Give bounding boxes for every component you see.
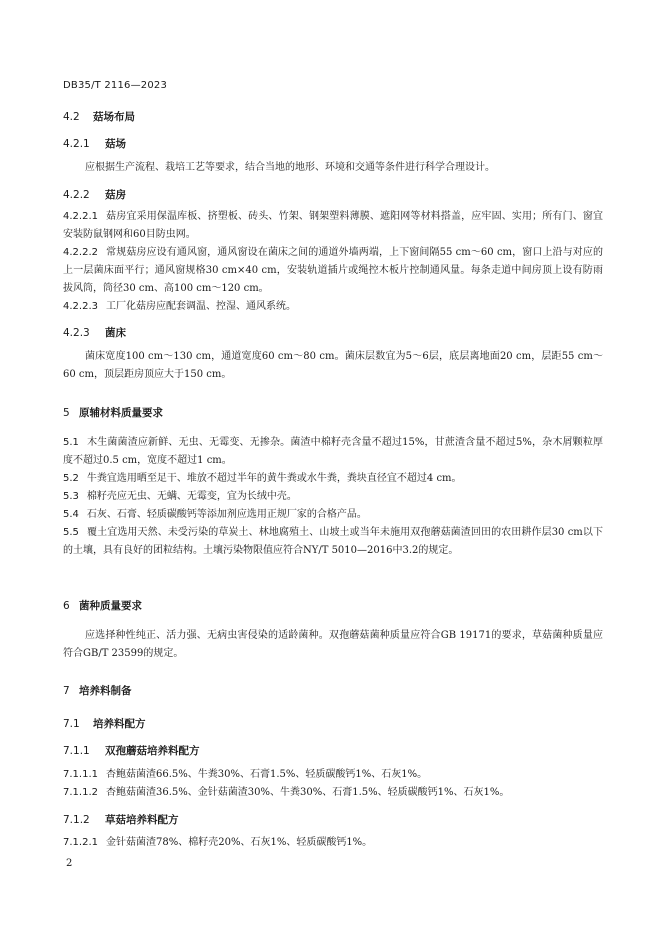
clause-7-1-2-1 bbox=[63, 834, 603, 852]
clause-text: 菇房宜采用保温库板、挤塑板、砖头、竹架、钢架塑料薄膜、遮阳网等材料搭盖，应牢固、实用；所有门、窗宜安装防鼠钢网和60目防虫网。 bbox=[63, 211, 603, 240]
heading-5 bbox=[63, 405, 603, 420]
clause-number: 7.1.1.2 bbox=[63, 787, 98, 798]
clause-7-1-1-1 bbox=[63, 766, 603, 784]
heading-number: 4.2 bbox=[63, 111, 80, 123]
clause-number: 7.1.2.1 bbox=[63, 837, 98, 848]
heading-4-2-3 bbox=[63, 325, 603, 340]
clause-number: 5.5 bbox=[63, 527, 79, 538]
paragraph-6: 应选择种性纯正、活力强、无病虫害侵染的适龄菌种。双孢蘑菇菌种质量应符合GB 19171的要求，草菇菌种质量应符合GB/T 23599的规定。 bbox=[63, 630, 603, 659]
heading-title: 菇场 bbox=[105, 138, 126, 150]
page-number: 2 bbox=[66, 858, 73, 869]
heading-number: 7.1.2 bbox=[63, 814, 90, 826]
heading-title: 原辅材料质量要求 bbox=[79, 407, 163, 419]
clause-text: 石灰、石膏、轻质碳酸钙等添加剂应选用正规厂家的合格产品。 bbox=[86, 509, 367, 520]
clause-number: 4.2.2.3 bbox=[63, 301, 98, 312]
clause-number: 5.2 bbox=[63, 473, 79, 484]
clause-text: 常规菇房应设有通风窗，通风窗设在菌床之间的通道外墙两端，上下窗间隔55 cm～60 cm，窗口上沿与对应的上一层菌床面平行；通风窗规格30 cm×40 cm，安装轨道插片或绳控木板片控制通风量。每条走道中间房顶上设有防雨拔风筒，筒径30 cm、高100 cm～120 cm。 bbox=[63, 247, 603, 294]
heading-number: 7.1 bbox=[63, 718, 80, 730]
clause-text: 覆土宜选用天然、未受污染的草炭土、林地腐殖土、山坡土或当年未施用双孢蘑菇菌渣回田的农田耕作层30 cm以下的土壤，具有良好的团粒结构。土壤污染物限值应符合NY/T 5010—2016中3.2的规定。 bbox=[63, 527, 603, 556]
heading-number: 4.2.3 bbox=[63, 327, 90, 339]
heading-7-1-1 bbox=[63, 743, 603, 758]
clause-4-2-2-1 bbox=[63, 208, 603, 244]
doc-code-header: DB35/T 2116—2023 bbox=[63, 80, 168, 91]
heading-number: 4.2.2 bbox=[63, 189, 90, 201]
heading-6 bbox=[63, 598, 603, 613]
heading-title: 菇场布局 bbox=[93, 111, 135, 123]
clause-text: 牛粪宜选用晒至足干、堆放不超过半年的黄牛粪或水牛粪，粪块直径宜不超过4 cm。 bbox=[86, 473, 462, 484]
clause-number: 5.3 bbox=[63, 491, 79, 502]
clause-5-3 bbox=[63, 488, 603, 506]
clause-text: 木生菌菌渣应新鲜、无虫、无霉变、无掺杂。菌渣中棉籽壳含量不超过15%，甘蔗渣含量不超过5%，杂木屑颗粒厚度不超过0.5 cm，宽度不超过1 cm。 bbox=[63, 437, 603, 466]
heading-7-1-2 bbox=[63, 812, 603, 827]
heading-title: 培养料制备 bbox=[79, 685, 132, 697]
heading-title: 双孢蘑菇培养料配方 bbox=[105, 745, 200, 757]
heading-4-2 bbox=[63, 109, 603, 124]
clause-4-2-2-3 bbox=[63, 298, 603, 316]
heading-title: 菌种质量要求 bbox=[79, 600, 142, 612]
clause-number: 5.4 bbox=[63, 509, 79, 520]
heading-7 bbox=[63, 683, 603, 698]
heading-4-2-1 bbox=[63, 136, 603, 151]
paragraph-4-2-3: 菌床宽度100 cm～130 cm，通道宽度60 cm～80 cm。菌床层数宜为5～6层，底层离地面20 cm，层距55 cm～60 cm，顶层距房顶应大于150 cm。 bbox=[63, 351, 603, 380]
heading-number: 7.1.1 bbox=[63, 745, 90, 757]
heading-4-2-2 bbox=[63, 187, 603, 202]
clause-number: 4.2.2.1 bbox=[63, 211, 98, 222]
heading-title: 菌床 bbox=[105, 327, 126, 339]
heading-7-1 bbox=[63, 716, 603, 731]
heading-number: 6 bbox=[63, 600, 70, 612]
clause-number: 4.2.2.2 bbox=[63, 247, 98, 258]
clause-number: 5.1 bbox=[63, 437, 79, 448]
clause-5-1 bbox=[63, 434, 603, 470]
clause-text: 金针菇菌渣78%、棉籽壳20%、石灰1%、轻质碳酸钙1%。 bbox=[106, 837, 373, 848]
heading-title: 菇房 bbox=[105, 189, 126, 201]
clause-number: 7.1.1.1 bbox=[63, 769, 98, 780]
clause-5-4 bbox=[63, 506, 603, 524]
paragraph-4-2-1: 应根据生产流程、栽培工艺等要求，结合当地的地形、环境和交通等条件进行科学合理设计。 bbox=[85, 162, 495, 173]
clause-text: 杏鲍菇菌渣66.5%、牛粪30%、石膏1.5%、轻质碳酸钙1%、石灰1%。 bbox=[106, 769, 428, 780]
clause-4-2-2-2 bbox=[63, 244, 603, 298]
clause-5-2 bbox=[63, 470, 603, 488]
heading-number: 5 bbox=[63, 407, 70, 419]
clause-text: 工厂化菇房应配套调温、控湿、通风系统。 bbox=[106, 301, 296, 312]
clause-text: 杏鲍菇菌渣36.5%、金针菇菌渣30%、牛粪30%、石膏1.5%、轻质碳酸钙1%、石灰1%。 bbox=[106, 787, 510, 798]
heading-title: 培养料配方 bbox=[93, 718, 146, 730]
clause-7-1-1-2 bbox=[63, 784, 603, 802]
clause-5-5 bbox=[63, 524, 603, 560]
heading-title: 草菇培养料配方 bbox=[105, 814, 179, 826]
heading-number: 4.2.1 bbox=[63, 138, 90, 150]
heading-number: 7 bbox=[63, 685, 70, 697]
clause-text: 棉籽壳应无虫、无螨、无霉变，宜为长绒中壳。 bbox=[86, 491, 297, 502]
